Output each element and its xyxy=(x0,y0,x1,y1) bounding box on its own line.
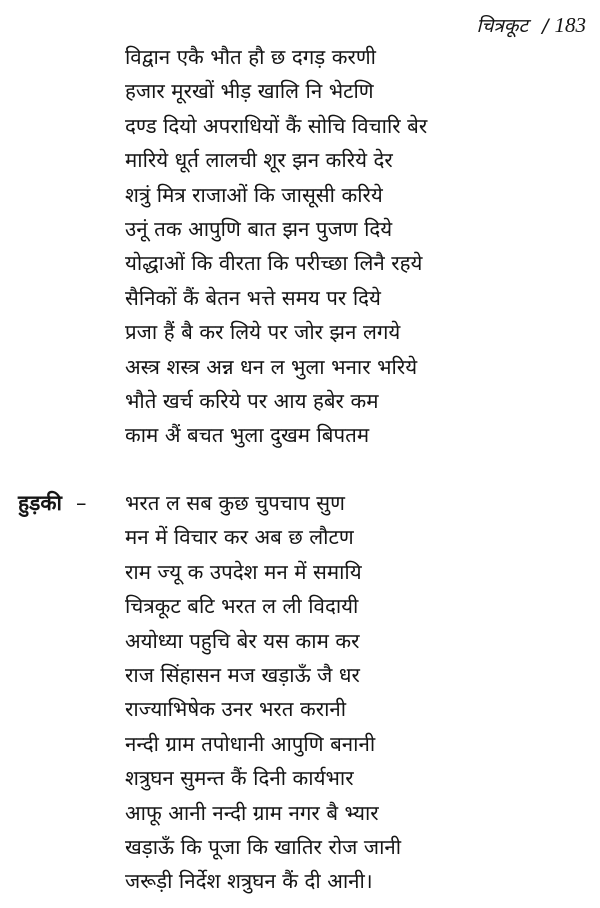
verse-line: प्रजा हैं बै कर लिये पर जोर झन लगये xyxy=(125,320,401,345)
verse-line: राज्याभिषेक उनर भरत करानी xyxy=(125,697,347,722)
verse-line: शत्रुघन सुमन्त कैं दिनी कार्यभार xyxy=(125,766,354,791)
chapter-title: चित्रकूट xyxy=(476,15,529,37)
verse-line: हजार मूरखों भीड़ खालि नि भेटणि xyxy=(125,79,374,104)
verse-stanza-2 xyxy=(125,486,401,899)
verse-line: खड़ाऊँ कि पूजा कि खातिर रोज जानी xyxy=(125,834,402,859)
verse-line: योद्धाओं कि वीरता कि परीच्छा लिनै रहये xyxy=(125,251,423,276)
page-number: 183 xyxy=(554,13,586,37)
verse-line: भरत ल सब कुछ चुपचाप सुण xyxy=(125,491,345,515)
verse-line: काम अैं बचत भुला दुखम बिपतम xyxy=(125,423,370,448)
verse-line: दण्ड दियो अपराधियों कैं सोचि विचारि बेर xyxy=(125,113,428,138)
verse-line: उनूं तक आपुणि बात झन पुजण दिये xyxy=(125,216,393,241)
page-header xyxy=(476,12,586,38)
verse-line: चित्रकूट बटि भरत ल ली विदायी xyxy=(125,594,359,619)
verse-stanza-1 xyxy=(125,40,427,453)
verse-line: मारिये धूर्त लालची शूर झन करिये देर xyxy=(125,148,393,173)
verse-line: जरूड़ी निर्देश शत्रुघन कैं दी आनी। xyxy=(125,869,373,894)
speaker-label xyxy=(18,486,86,520)
verse-line: मन में विचार कर अब छ लौटण xyxy=(125,525,354,550)
verse-line: विद्वान एकै भौत हौ छ दगड़ करणी xyxy=(125,45,376,69)
header-separator: / xyxy=(542,15,549,37)
verse-line: नन्दी ग्राम तपोधानी आपुणि बनानी xyxy=(125,731,376,756)
speaker-name: हुड़की xyxy=(18,491,62,515)
verse-line: राम ज्यू क उपदेश मन में समायि xyxy=(125,559,362,584)
verse-line: अस्त्र शस्त्र अन्न धन ल भुला भनार भरिये xyxy=(125,354,418,379)
verse-line: आफू आनी नन्दी ग्राम नगर बै भ्यार xyxy=(125,800,379,825)
verse-line: अयोध्या पहुचि बेर यस काम कर xyxy=(125,628,360,653)
verse-line: शत्रुं मित्र राजाओं कि जासूसी करिये xyxy=(125,182,383,207)
speaker-dash: – xyxy=(75,491,87,515)
verse-line: भौते खर्च करिये पर आय हबेर कम xyxy=(125,388,379,413)
verse-line: सैनिकों कैं बेतन भत्ते समय पर दिये xyxy=(125,285,381,310)
verse-line: राज सिंहासन मज खड़ाऊँ जै धर xyxy=(125,662,360,687)
